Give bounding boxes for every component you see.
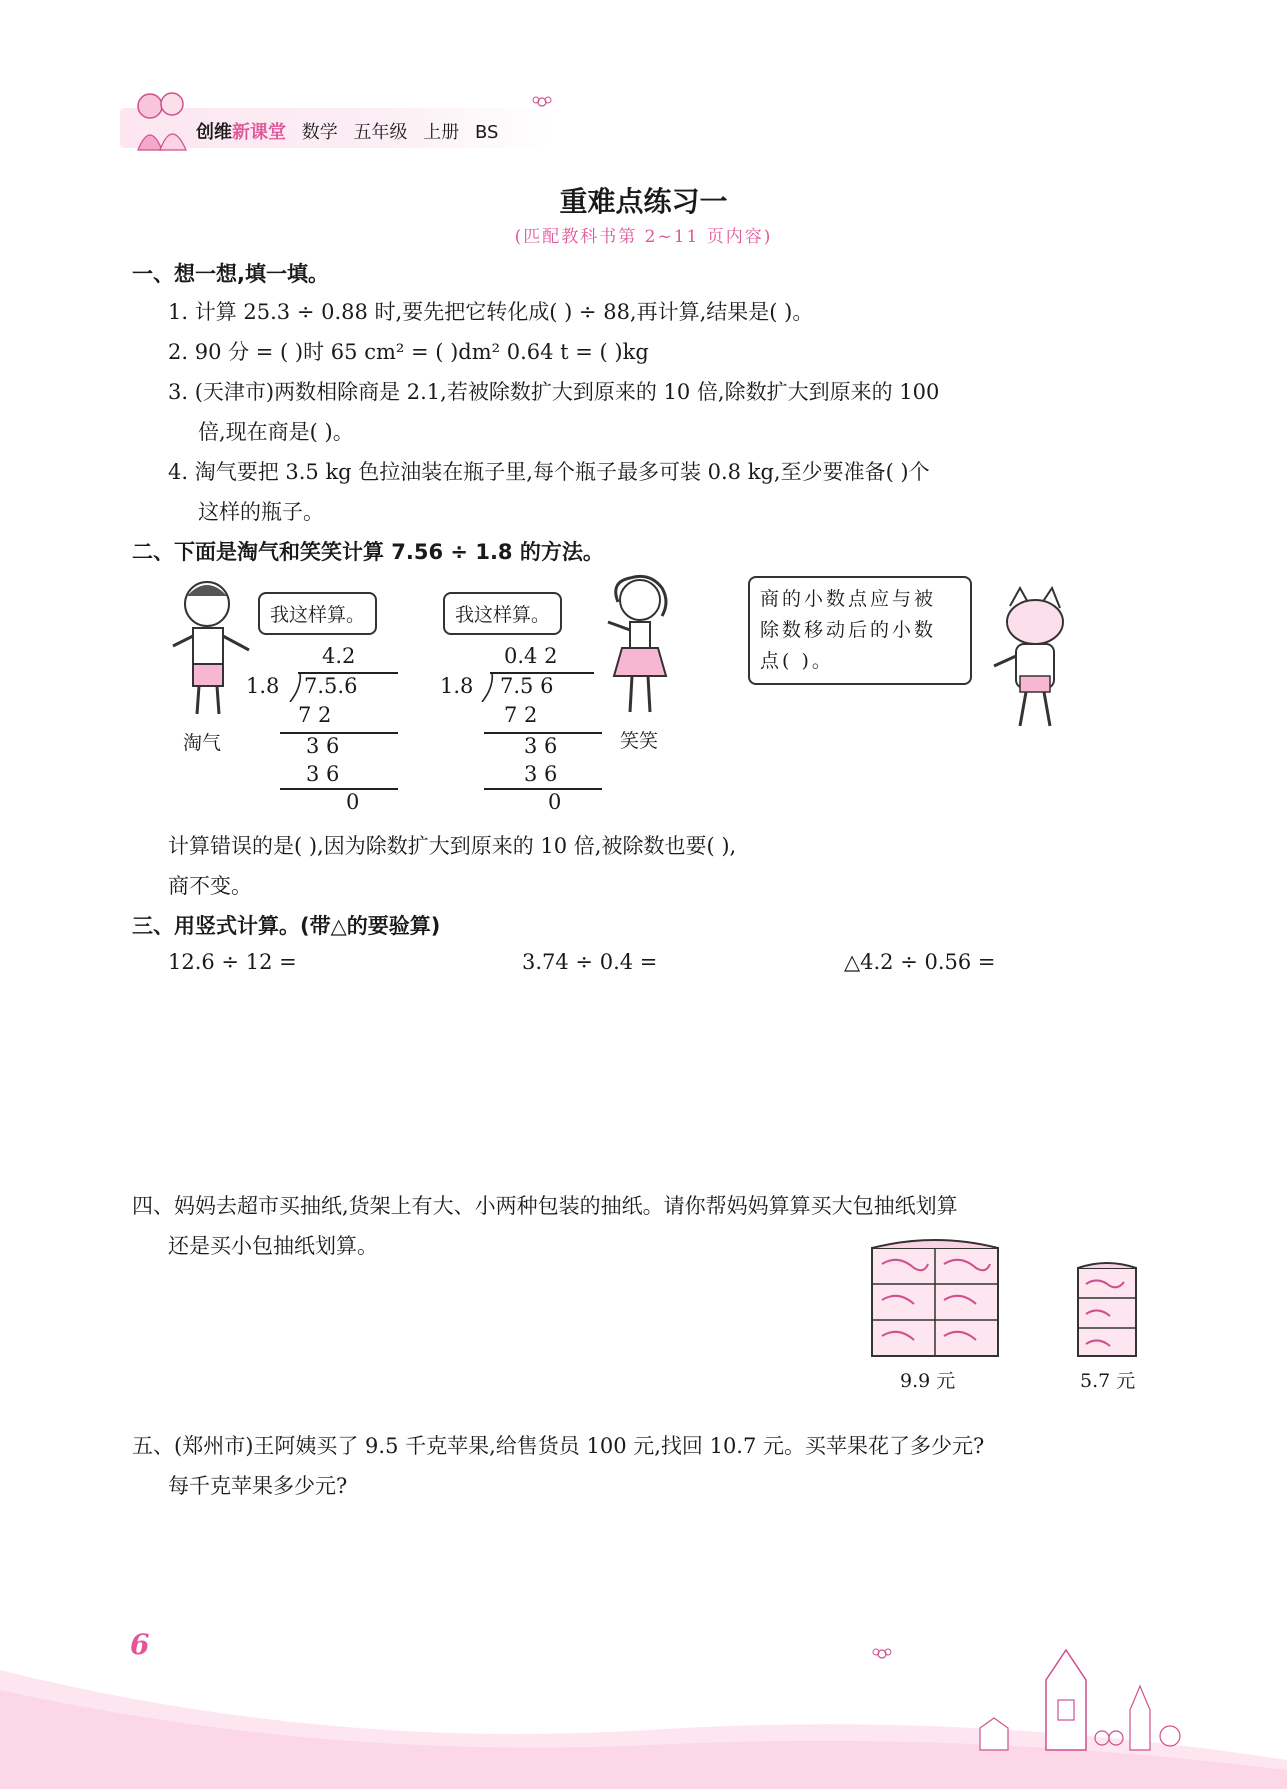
div-left-step1: 7 2 <box>298 703 332 727</box>
question-3-line-1: 3. (天津市)两数相除商是 2.1,若被除数扩大到原来的 10 倍,除数扩大到原来的 100 <box>168 380 940 404</box>
division-right <box>440 644 614 824</box>
question-4-line-2: 这样的瓶子。 <box>198 500 324 524</box>
footer-flower-icon <box>870 1644 894 1664</box>
section-5-line-1: 五、(郑州市)王阿姨买了 9.5 千克苹果,给售货员 100 元,找回 10.7 元。买苹果花了多少元? <box>132 1434 985 1458</box>
brand-a: 创维 <box>196 122 232 143</box>
div-left-step2: 3 6 <box>306 734 340 758</box>
price-small: 5.7 元 <box>1080 1370 1136 1392</box>
section-2-answer-line-1: 计算错误的是( ),因为除数扩大到原来的 10 倍,被除数也要( ), <box>168 834 737 858</box>
section-5-line-2: 每千克苹果多少元? <box>168 1474 348 1498</box>
question-2: 2. 90 分 = ( )时 65 cm² = ( )dm² 0.64 t = ( )kg <box>168 340 649 364</box>
volume: 上册 <box>423 122 460 143</box>
edition: BS <box>474 122 499 143</box>
expression-1: 12.6 ÷ 12 = <box>168 950 297 974</box>
div-right-quotient: 0.4 2 <box>504 644 558 668</box>
section-4-line-1: 四、妈妈去超市买抽纸,货架上有大、小两种包装的抽纸。请你帮妈妈算算买大包抽纸划算 <box>132 1194 958 1218</box>
bubble-helper-line-2: 除数移动后的小数 <box>760 619 937 641</box>
div-right-line2 <box>484 788 602 790</box>
small-tissue-pack-icon <box>1074 1258 1140 1360</box>
question-1: 1. 计算 25.3 ÷ 0.88 时,要先把它转化成( ) ÷ 88,再计算,结果是( )。 <box>168 300 814 324</box>
div-right-step1: 7 2 <box>504 703 538 727</box>
cat-helper-icon <box>990 586 1080 736</box>
div-right-dividend: 7.5 6 <box>500 674 554 698</box>
expression-2: 3.74 ÷ 0.4 = <box>522 950 658 974</box>
bubble-helper-line-1: 商的小数点应与被 <box>760 588 937 610</box>
section-2-answer-line-2: 商不变。 <box>168 874 252 898</box>
div-left-dividend: 7.5.6 <box>304 674 358 698</box>
div-left-remainder: 0 <box>346 790 360 814</box>
div-left-quotient: 4.2 <box>322 644 356 668</box>
page-subtitle: (匹配教科书第 2~11 页内容) <box>514 227 773 247</box>
name-taoqi: 淘气 <box>183 732 222 754</box>
cartoon-kids-logo-icon <box>128 84 196 152</box>
bubble-taoqi: 我这样算。 <box>258 592 377 635</box>
bubble-helper-line-3: 点( )。 <box>760 650 834 672</box>
div-left-line2 <box>280 788 398 790</box>
page-title: 重难点练习一 <box>559 185 728 218</box>
flower-icon <box>530 92 554 112</box>
name-xiaoxiao: 笑笑 <box>620 730 659 752</box>
subject: 数学 <box>301 122 338 143</box>
question-4-line-1: 4. 淘气要把 3.5 kg 色拉油装在瓶子里,每个瓶子最多可装 0.8 kg,至少要准备( )个 <box>168 460 930 484</box>
section-1-heading: 一、想一想,填一填。 <box>132 262 329 286</box>
div-right-step3: 3 6 <box>524 762 558 786</box>
section-2-heading: 二、下面是淘气和笑笑计算 7.56 ÷ 1.8 的方法。 <box>132 540 604 564</box>
section-3-heading: 三、用竖式计算。(带△的要验算) <box>132 914 441 938</box>
div-right-remainder: 0 <box>548 790 562 814</box>
xiaoxiao-girl-icon <box>600 572 680 722</box>
grade: 五年级 <box>353 122 408 143</box>
div-left-step3: 3 6 <box>306 762 340 786</box>
bubble-xiaoxiao: 我这样算。 <box>443 592 562 635</box>
div-right-divisor: 1.8 <box>440 674 474 698</box>
div-right-step2: 3 6 <box>524 734 558 758</box>
expression-3: △4.2 ÷ 0.56 = <box>844 950 996 974</box>
page-number: 6 <box>130 1628 150 1661</box>
section-4-line-2: 还是买小包抽纸划算。 <box>168 1234 378 1258</box>
div-left-bracket <box>288 672 302 702</box>
bubble-helper <box>748 576 972 685</box>
big-tissue-pack-icon <box>868 1234 1002 1360</box>
div-right-bracket <box>480 672 494 702</box>
div-left-divisor: 1.8 <box>246 674 280 698</box>
question-3-line-2: 倍,现在商是( )。 <box>198 420 354 444</box>
division-left <box>240 644 400 824</box>
header-text <box>196 118 508 144</box>
price-big: 9.9 元 <box>900 1370 956 1392</box>
castle-houses-icon <box>960 1620 1190 1760</box>
brand-b: 新课堂 <box>232 122 286 143</box>
